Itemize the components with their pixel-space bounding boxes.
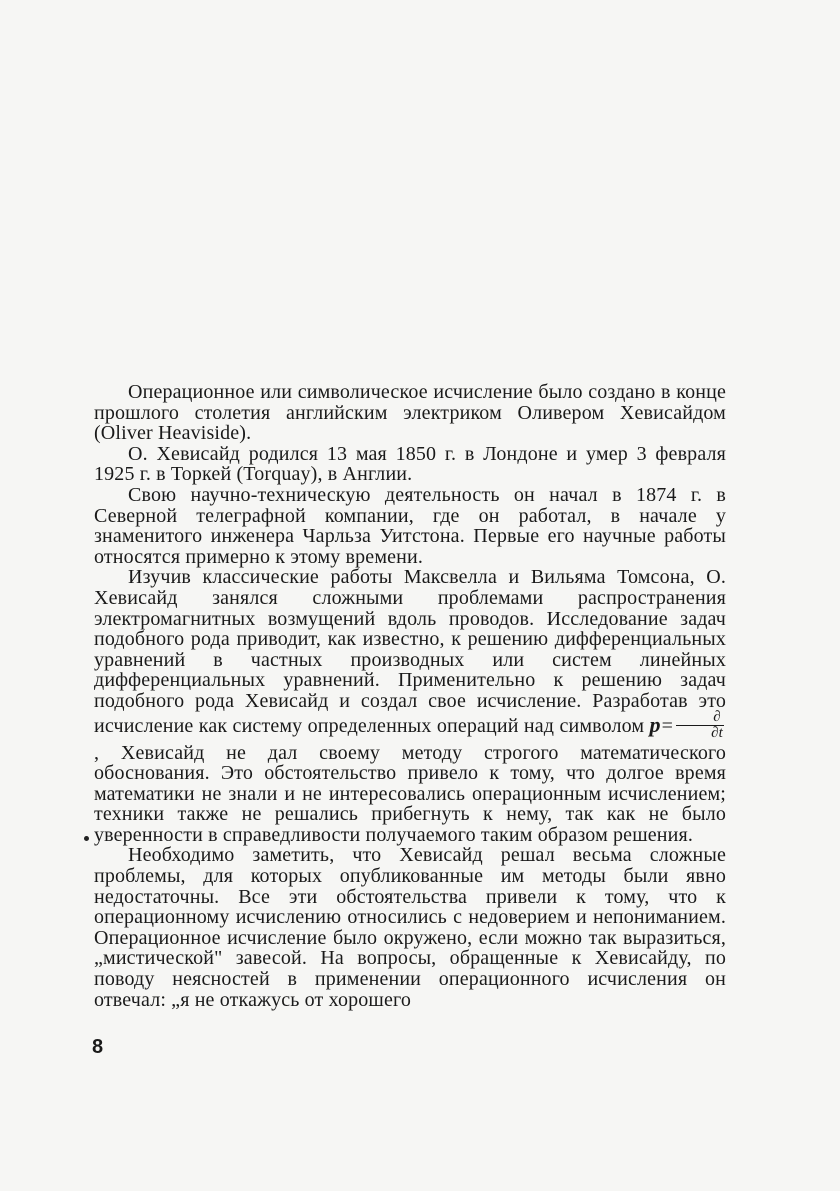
paragraph-4-text-after: , Хевисайд не дал своему методу строгого математического обоснования. Это обстоятельство привело к тому, что долгое время математики не знали и не интересовались операционным исчислением; техники также не решались прибегнуть к нему, так как не было уверенности в справедливости получаемого таким образом решения. (94, 741, 726, 846)
paragraph-5: Необходимо заметить, что Хевисайд решал весьма сложные проблемы, для которых опубликованные им методы были явно недостаточны. Все эти обстоятельства привели к тому, что к операционному исчислению относились с недоверием и непониманием. Операционное исчисление было окружено, если можно так выразиться, „мистической" завесой. На вопросы, обращенные к Хевисайду, по поводу неясностей в применении операционного исчисления он отвечал: „я не откажусь от хорошего (94, 844, 726, 1011)
formula-fraction (676, 710, 724, 741)
page-number: 8 (92, 1036, 104, 1058)
margin-mark (84, 836, 89, 841)
body-text (94, 382, 726, 1010)
paragraph-4-text-before: Изучив классические работы Максвелла и Вильяма Томсона, О. Хевисайд занялся сложными проблемами распространения электромагнитных возмущений вдоль проводов. Исследование задач подобного рода приводит, как известно, к решению дифференциальных уравнений в частных производных или систем линейных дифференциальных уравнений. Применительно к решению задач подобного рода Хевисайд и создал свое исчисление. Разработав это исчисление как систему определенных операций над символом (94, 566, 726, 737)
paragraph-1: Операционное или символическое исчисление было создано в конце прошлого столетия английским электриком Оливером Хевисайдом (Oliver Heaviside). (94, 381, 726, 445)
paragraph-2: О. Хевисайд родился 13 мая 1850 г. в Лондоне и умер 3 февраля 1925 г. в Торкей (Torquay), в Англии. (94, 442, 726, 486)
paragraph-3: Свою научно-техническую деятельность он начал в 1874 г. в Северной телеграфной компании, где он работал, в начале у знаменитого инженера Чарльза Уитстона. Первые его научные работы относятся примерно к этому времени. (94, 483, 726, 568)
paragraph-4 (94, 567, 726, 845)
formula-numerator: ∂ (676, 710, 724, 726)
formula-equals: = (661, 714, 674, 737)
formula-variable-p: p (649, 711, 661, 737)
formula-denominator: ∂t (711, 724, 723, 741)
